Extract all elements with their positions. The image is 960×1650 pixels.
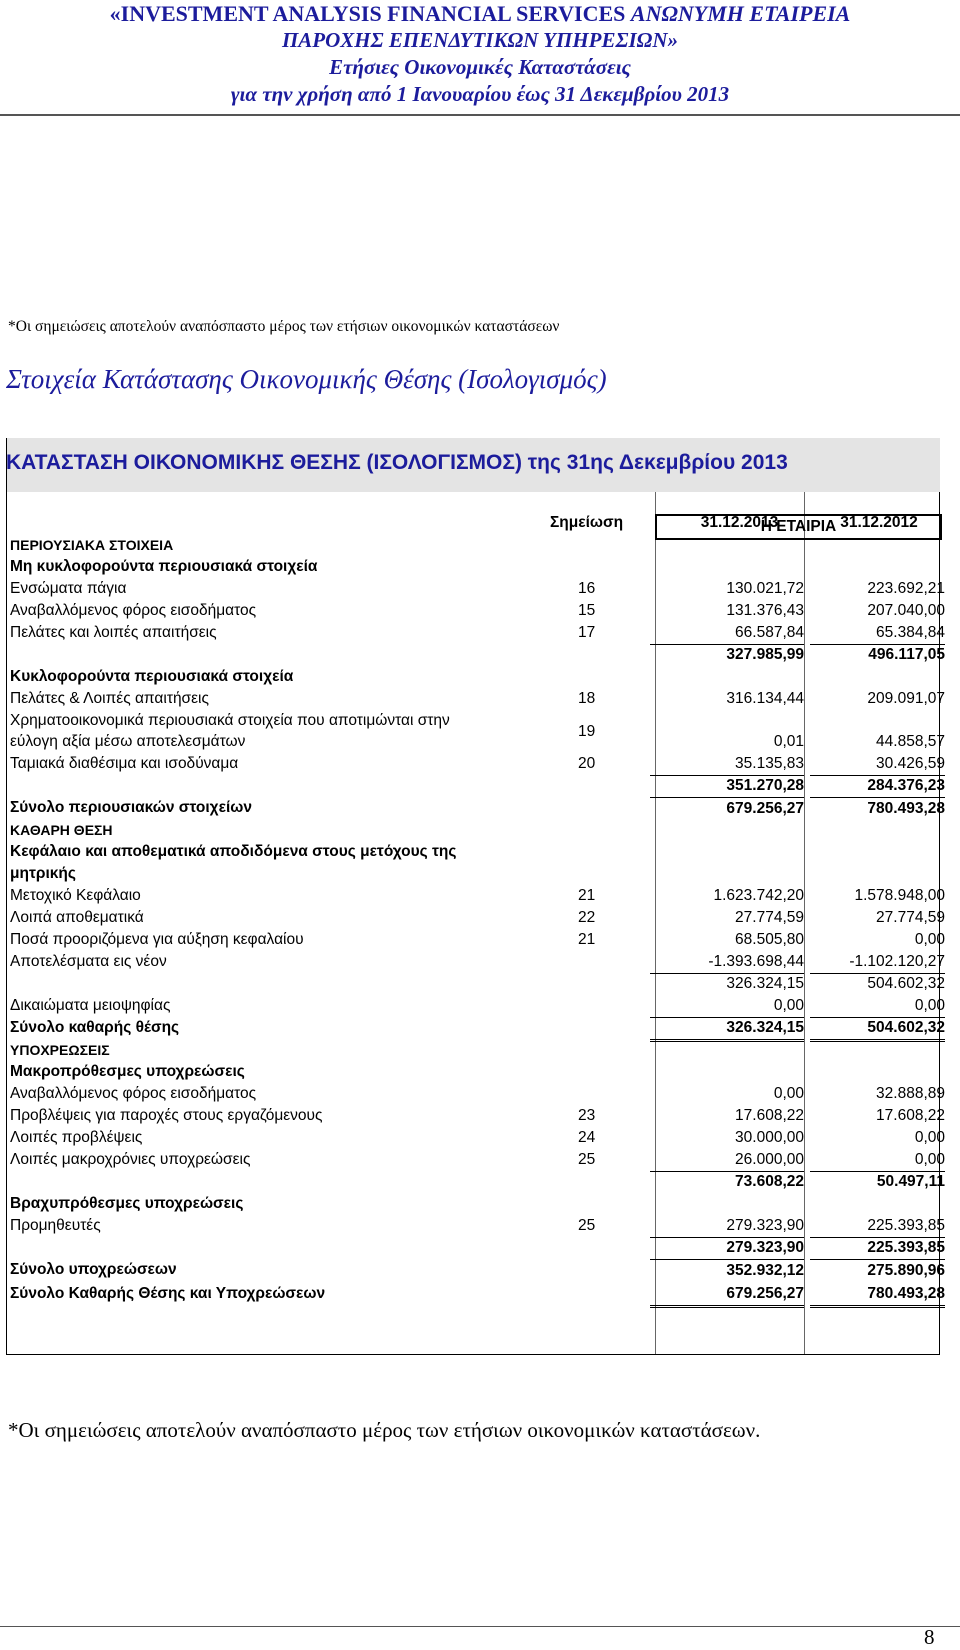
- row-label: Σύνολο Καθαρής Θέσης και Υποχρεώσεων: [10, 1285, 326, 1302]
- value-2013: 679.256,27: [650, 1283, 804, 1308]
- value-2013: 1.623.742,20: [713, 887, 804, 904]
- header-line-4: για την χρήση από 1 Ιανουαρίου έως 31 Δεκεμβρίου 2013: [230, 82, 730, 106]
- row-label: Ποσά προοριζόμενα για αύξηση κεφαλαίου: [10, 931, 304, 948]
- row-label: Αναβαλλόμενος φόρος εισοδήματος: [10, 1085, 257, 1102]
- value-2012: 780.493,28: [810, 797, 945, 820]
- row-label: Μετοχικό Κεφάλαιο: [10, 887, 141, 904]
- year-2013-header: 31.12.2013: [700, 514, 779, 531]
- table-row: [10, 600, 945, 622]
- row-note-ref: 25: [578, 1151, 596, 1168]
- value-2012: 504.602,32: [867, 975, 945, 992]
- row-label: Ενσώματα πάγια: [10, 580, 127, 597]
- table-row: [10, 1061, 940, 1083]
- value-2013: 68.505,80: [735, 931, 804, 948]
- notes-disclaimer-bottom: *Οι σημειώσεις αποτελούν αναπόσπαστο μέρος των ετήσιων οικονομικών καταστάσεων.: [8, 1418, 761, 1442]
- table-row: [10, 863, 940, 885]
- year-2012-header: 31.12.2012: [840, 514, 918, 531]
- row-note-ref: 23: [578, 1107, 596, 1124]
- table-row: [10, 753, 945, 775]
- value-2012: 275.890,96: [810, 1259, 945, 1282]
- table-row: [10, 929, 945, 951]
- row-label: Μη κυκλοφορούντα περιουσιακά στοιχεία: [10, 558, 318, 575]
- value-2012: 225.393,85: [810, 1215, 945, 1238]
- table-row: [10, 644, 945, 666]
- value-2013: 326.324,15: [650, 1017, 804, 1042]
- table-row: [10, 797, 945, 819]
- table-row: [10, 1193, 940, 1215]
- row-label: Μακροπρόθεσμες υποχρεώσεις: [10, 1063, 245, 1080]
- header-line-3: Ετήσιες Οικονομικές Καταστάσεις: [329, 55, 631, 79]
- table-row: [10, 556, 940, 578]
- value-2013: 73.608,22: [735, 1173, 804, 1190]
- row-note-ref: 21: [578, 887, 596, 904]
- row-label: Λοιπά αποθεματικά: [10, 909, 144, 926]
- footer-rule: [0, 1626, 960, 1627]
- row-label: Βραχυπρόθεσμες υποχρεώσεις: [10, 1195, 244, 1212]
- value-2013: 17.608,22: [735, 1107, 804, 1124]
- table-row: [10, 1149, 945, 1171]
- row-label: Ταμιακά διαθέσιμα και ισοδύναμα: [10, 755, 239, 772]
- table-title: ΚΑΤΑΣΤΑΣΗ ΟΙΚΟΝΟΜΙΚΗΣ ΘΕΣΗΣ (ΙΣΟΛΟΓΙΣΜΟΣ) της 31ης Δεκεμβρίου 2013: [6, 451, 788, 474]
- value-2012: 32.888,89: [876, 1085, 945, 1102]
- table-row: [10, 1237, 945, 1259]
- row-note-ref: 24: [578, 1129, 596, 1146]
- row-note-ref: 25: [578, 1217, 596, 1234]
- table-row: [10, 841, 940, 863]
- value-2012: -1.102.120,27: [810, 951, 945, 974]
- row-label: Πελάτες & Λοιπές απαιτήσεις: [10, 690, 209, 707]
- value-2013: 316.134,44: [726, 690, 804, 707]
- table-row: [10, 1171, 945, 1193]
- value-2012: 223.692,21: [867, 580, 945, 597]
- row-label: Χρηματοοικονομικά περιουσιακά στοιχεία που αποτιμώνται στην: [10, 712, 450, 729]
- table-row: [10, 731, 945, 753]
- value-2013: 352.932,12: [650, 1259, 804, 1282]
- value-2012: 50.497,11: [876, 1173, 945, 1190]
- value-2012: 209.091,07: [867, 690, 945, 707]
- document-header: [0, 0, 960, 108]
- notes-disclaimer-top: *Οι σημειώσεις αποτελούν αναπόσπαστο μέρος των ετήσιων οικονομικών καταστάσεων: [8, 318, 560, 335]
- value-2012: 0,00: [914, 931, 945, 948]
- company-column-header: Η ΕΤΑΙΡΙΑ: [655, 514, 942, 540]
- table-row: [10, 666, 940, 688]
- row-note-ref: 15: [578, 602, 596, 619]
- value-2013: 30.000,00: [735, 1129, 804, 1146]
- row-label: ΚΑΘΑΡΗ ΘΕΣΗ: [10, 822, 113, 838]
- value-2013: 0,01: [773, 733, 804, 750]
- row-label: ΠΕΡΙΟΥΣΙΑΚΑ ΣΤΟΙΧΕΙΑ: [10, 537, 174, 553]
- table-row: [10, 688, 945, 710]
- value-2012: 0,00: [810, 995, 945, 1018]
- row-note-ref: 19: [578, 723, 596, 740]
- row-note-ref: 17: [578, 624, 596, 641]
- value-2012: 207.040,00: [867, 602, 945, 619]
- row-label: Πελάτες και λοιπές απαιτήσεις: [10, 624, 217, 641]
- value-2013: 0,00: [773, 1085, 804, 1102]
- row-label: Προμηθευτές: [10, 1217, 101, 1234]
- table-row: [10, 951, 945, 973]
- value-2013: 26.000,00: [650, 1149, 804, 1172]
- table-row: [10, 1105, 945, 1127]
- value-2013: 327.985,99: [726, 646, 804, 663]
- value-2013: 0,00: [650, 995, 804, 1018]
- header-rule: [0, 114, 960, 116]
- value-2012: 1.578.948,00: [854, 887, 945, 904]
- value-2013: 35.135,83: [650, 753, 804, 776]
- table-row: [10, 973, 945, 995]
- row-label: Λοιπές προβλέψεις: [10, 1129, 143, 1146]
- page-number: 8: [924, 1625, 935, 1649]
- row-label: ΥΠΟΧΡΕΩΣΕΙΣ: [10, 1042, 110, 1058]
- table-row: [10, 995, 945, 1017]
- row-note-ref: 16: [578, 580, 596, 597]
- row-label: Σύνολο περιουσιακών στοιχείων: [10, 799, 252, 816]
- table-row: [10, 578, 945, 600]
- value-2012: 30.426,59: [810, 753, 945, 776]
- row-note-ref: 18: [578, 690, 596, 707]
- note-column-header: Σημείωση: [550, 514, 624, 531]
- table-row: [10, 622, 945, 644]
- row-label: Κυκλοφορούντα περιουσιακά στοιχεία: [10, 668, 294, 685]
- table-row: [10, 710, 940, 740]
- header-line-2: ΠΑΡΟΧΗΣ ΕΠΕΝΔΥΤΙΚΩΝ ΥΠΗΡΕΣΙΩΝ»: [281, 28, 679, 52]
- value-2013: 27.774,59: [735, 909, 804, 926]
- table-row: [10, 1127, 945, 1149]
- column-header-row: [10, 512, 940, 534]
- value-2013: -1.393.698,44: [650, 951, 804, 974]
- row-label: Δικαιώματα μειοψηφίας: [10, 997, 171, 1014]
- table-row: [10, 885, 945, 907]
- value-2013: 279.323,90: [650, 1215, 804, 1238]
- row-label: Προβλέψεις για παροχές στους εργαζόμενους: [10, 1107, 323, 1124]
- value-2013: 131.376,43: [726, 602, 804, 619]
- row-note-ref: 22: [578, 909, 596, 926]
- value-2012: 0,00: [914, 1129, 945, 1146]
- value-2013: 66.587,84: [650, 622, 804, 645]
- value-2012: 44.858,57: [876, 733, 945, 750]
- row-label: Αναβαλλόμενος φόρος εισοδήματος: [10, 602, 257, 619]
- row-label: μητρικής: [10, 865, 76, 882]
- table-row: [10, 1259, 945, 1281]
- value-2012: 504.602,32: [810, 1017, 945, 1042]
- row-label: εύλογη αξία μέσω αποτελεσμάτων: [10, 733, 246, 750]
- row-note-ref: 21: [578, 931, 596, 948]
- value-2012: 780.493,28: [810, 1283, 945, 1308]
- value-2012: 65.384,84: [810, 622, 945, 645]
- table-row: [10, 907, 945, 929]
- value-2013: 279.323,90: [726, 1239, 804, 1256]
- table-row: [10, 534, 940, 556]
- row-label: Λοιπές μακροχρόνιες υποχρεώσεις: [10, 1151, 251, 1168]
- row-note-ref: 20: [578, 755, 596, 772]
- value-2013: 326.324,15: [726, 975, 804, 992]
- table-row: [10, 1083, 945, 1105]
- section-title: Στοιχεία Κατάστασης Οικονομικής Θέσης (Ισολογισμός): [6, 364, 607, 394]
- value-2012: 225.393,85: [867, 1239, 945, 1256]
- value-2013: 351.270,28: [726, 777, 804, 794]
- table-row: [10, 1215, 945, 1237]
- table-row: [10, 1283, 945, 1305]
- value-2012: 496.117,05: [868, 646, 945, 663]
- value-2012: 0,00: [810, 1149, 945, 1172]
- value-2012: 284.376,23: [867, 777, 945, 794]
- table-row: [10, 1017, 945, 1039]
- value-2012: 17.608,22: [876, 1107, 945, 1124]
- header-line-1: «INVESTMENT ANALYSIS FINANCIAL SERVICES ΑΝΩΝΥΜΗ ΕΤΑΙΡΕΙΑ: [109, 1, 851, 26]
- value-2013: 130.021,72: [726, 580, 804, 597]
- row-label: Κεφάλαιο και αποθεματικά αποδιδόμενα στους μετόχους της: [10, 843, 457, 860]
- table-row: [10, 1039, 940, 1061]
- value-2013: 679.256,27: [650, 797, 804, 820]
- table-row: [10, 819, 940, 841]
- table-row: [10, 775, 945, 797]
- row-label: Αποτελέσματα εις νέον: [10, 953, 167, 970]
- row-label: Σύνολο καθαρής θέσης: [10, 1019, 180, 1036]
- row-label: Σύνολο υποχρεώσεων: [10, 1261, 177, 1278]
- value-2012: 27.774,59: [876, 909, 945, 926]
